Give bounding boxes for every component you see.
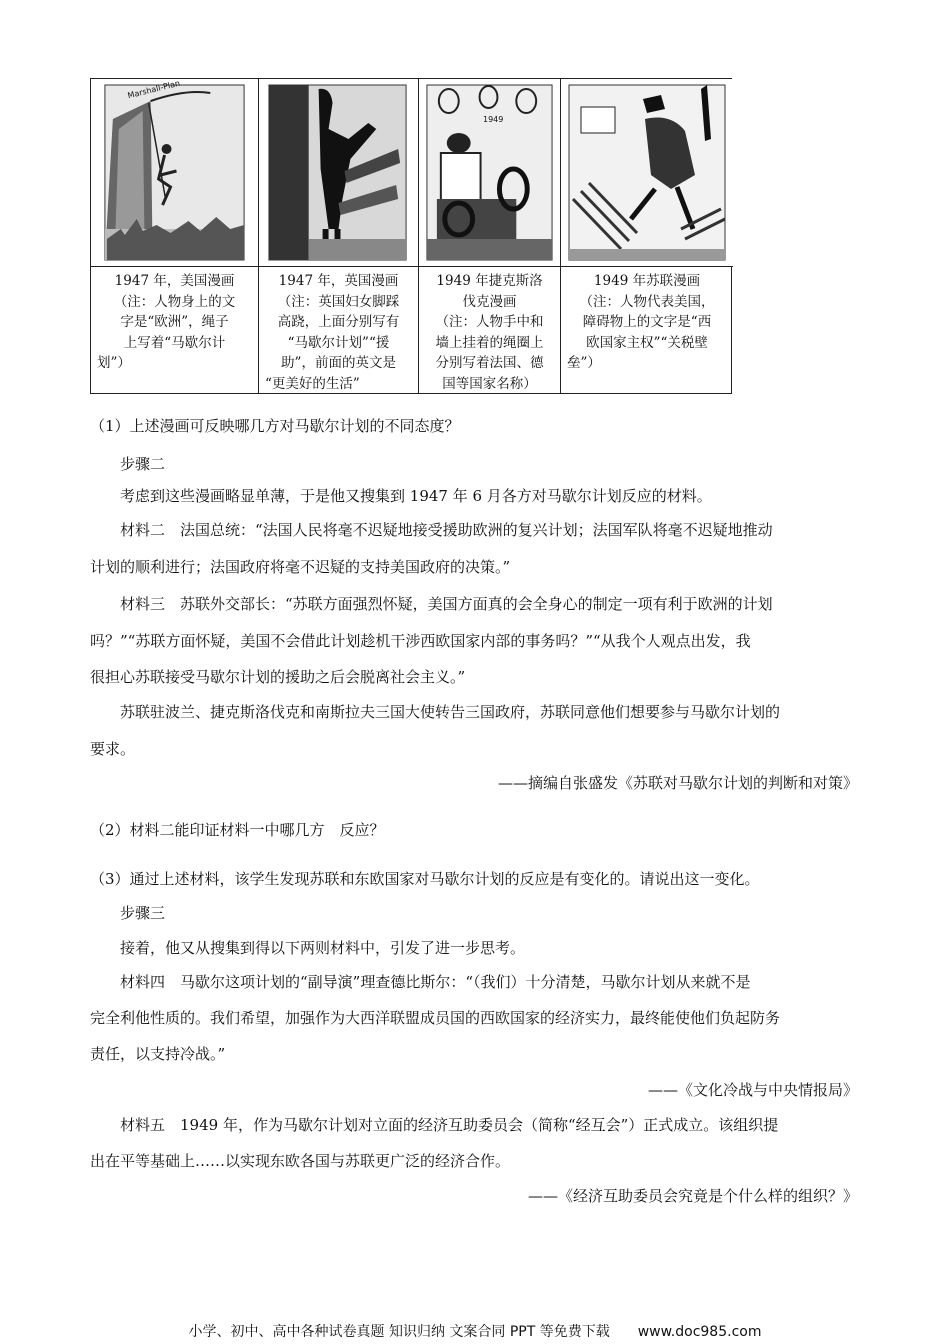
cartoon-caption-4: [561, 267, 733, 374]
cartoon-image-3: [419, 79, 560, 267]
caption-line: （注：人物代表美国，: [579, 293, 715, 310]
question-2: （2）材料二能印证材料一中哪几方 反应？: [90, 821, 385, 839]
caption-line: 欧国家主权”“关税壁: [586, 334, 708, 351]
material-5-source: ——《经济互助委员会究竟是个什么样的组织？》: [527, 1187, 858, 1205]
caption-line: 1947 年，英国漫画: [278, 273, 399, 289]
caption-line: 划”）: [97, 355, 131, 371]
caption-line: 高跷，上面分别写有: [277, 314, 400, 330]
caption-line: “马歇尔计划”“援: [287, 334, 390, 351]
material-3-line-1: 材料三 苏联外交部长：“苏联方面强烈怀疑，美国方面真的会全身心的制定一项有利于欧洲的计划: [120, 595, 773, 613]
material-2-line-1: 材料二 法国总统：“法国人民将毫不迟疑地接受援助欧洲的复兴计划；法国军队将毫不迟疑地推动: [120, 521, 773, 539]
cartoon-cell-2: [259, 79, 419, 394]
material-3-line-2: 吗？”“苏联方面怀疑，美国不会借此计划趁机干涉西欧国家内部的事务吗？”“从我个人观点出发，我: [90, 632, 751, 650]
cartoon-table: [90, 78, 732, 394]
step2-intro: 考虑到这些漫画略显单薄，于是他又搜集到 1947 年 6 月各方对马歇尔计划反应的材料。: [120, 487, 712, 505]
caption-line: 1947 年，美国漫画: [114, 273, 235, 289]
cartoon-image-3-label: 1949: [483, 115, 504, 124]
cartoon-caption-3: [419, 267, 560, 394]
question-3: （3）通过上述材料，该学生发现苏联和东欧国家对马歇尔计划的反应是有变化的。请说出这一变化。: [90, 870, 760, 888]
material-3b-line-2: 要求。: [90, 740, 136, 758]
caption-line: 伐克漫画: [462, 293, 517, 310]
material-2-line-2: 计划的顺利进行；法国政府将毫不迟疑的支持美国政府的决策。”: [90, 558, 511, 576]
caption-line: 上写着“马歇尔计: [123, 334, 226, 351]
material-4-source: ——《文化冷战与中央情报局》: [647, 1081, 858, 1099]
cartoon-caption-1: [91, 267, 258, 374]
caption-line: 障碍物上的文字是“西: [582, 314, 712, 330]
caption-line: （注：英国妇女脚踩: [277, 293, 400, 310]
material-4-line-1: 材料四 马歇尔这项计划的“副导演”理查德比斯尔：“（我们）十分清楚，马歇尔计划从来就不是: [120, 973, 751, 991]
cartoon-image-1-label: Marshall-Plan: [126, 79, 181, 101]
material-3-line-3: 很担心苏联接受马歇尔计划的援助之后会脱离社会主义。”: [90, 668, 466, 686]
question-1: （1）上述漫画可反映哪几方对马歇尔计划的不同态度？: [90, 417, 460, 435]
caption-line: 垒”）: [567, 355, 601, 371]
caption-line: 1949 年苏联漫画: [593, 273, 701, 289]
cartoon-image-1: [91, 79, 258, 267]
material-5-line-1: 材料五 1949 年，作为马歇尔计划对立面的经济互助委员会（简称“经互会”）正式成立。该组织提: [120, 1116, 779, 1134]
cartoon-image-4: [561, 79, 733, 267]
cartoon-cell-1: [91, 79, 259, 394]
caption-line: 助”，前面的英文是: [281, 355, 396, 371]
material-3b-line-1: 苏联驻波兰、捷克斯洛伐克和南斯拉夫三国大使转告三国政府，苏联同意他们想要参与马歇尔计划的: [120, 703, 781, 721]
cartoon-cell-4: [561, 79, 733, 394]
caption-line: （注：人物手中和: [435, 314, 544, 330]
caption-line: 字是“欧洲”，绳子: [120, 314, 229, 330]
step2-title: 步骤二: [120, 455, 166, 473]
cartoon-caption-2: [259, 267, 418, 394]
caption-line: “更美好的生活”: [265, 375, 360, 392]
cartoon-image-2: [259, 79, 418, 267]
material-4-line-2: 完全利他性质的。我们希望，加强作为大西洋联盟成员国的西欧国家的经济实力，最终能使他们负起防务: [90, 1009, 781, 1027]
cartoon-cell-3: [419, 79, 561, 394]
caption-line: 国等国家名称）: [442, 375, 537, 392]
caption-line: 墙上挂着的绳圈上: [435, 334, 544, 351]
caption-line: （注：人物身上的文: [113, 293, 236, 310]
caption-line: 分别写着法国、德: [435, 355, 544, 371]
step3-intro: 接着，他又从搜集到得以下两则材料中，引发了进一步思考。: [120, 939, 526, 957]
step3-title: 步骤三: [120, 904, 166, 922]
material-3-source: ——摘编自张盛发《苏联对马歇尔计划的判断和对策》: [497, 774, 858, 792]
material-5-line-2: 出在平等基础上……以实现东欧各国与苏联更广泛的经济合作。: [90, 1152, 511, 1170]
footer-banner[interactable]: 小学、初中、高中各种试卷真题 知识归纳 文案合同 PPT 等免费下载 www.doc985.com: [188, 1324, 762, 1340]
material-4-line-3: 责任，以支持冷战。”: [90, 1045, 226, 1063]
caption-line: 1949 年捷克斯洛: [436, 273, 543, 289]
